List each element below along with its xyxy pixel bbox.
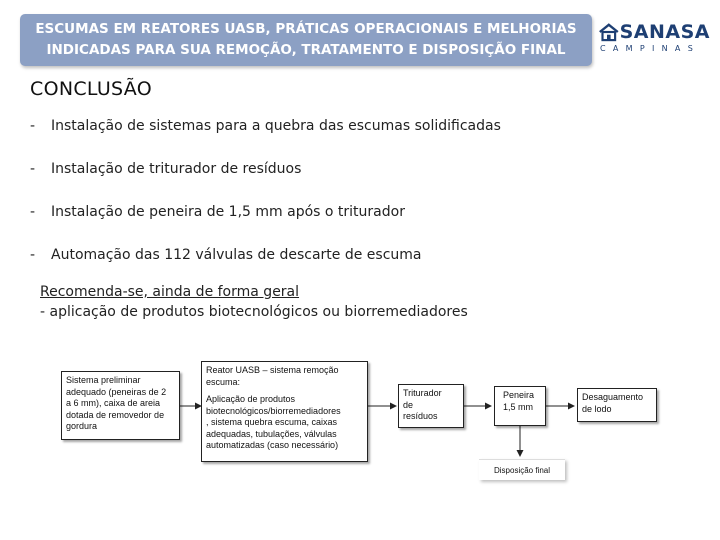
bullet-item: - Automação das 112 válvulas de descarte de escuma xyxy=(30,247,422,263)
logo-city: CAMPINAS xyxy=(600,44,701,53)
title-line-1: ESCUMAS EM REATORES UASB, PRÁTICAS OPERACIONAIS E MELHORIAS xyxy=(35,21,577,37)
bullet-item: - Instalação de sistemas para a quebra das escumas solidificadas xyxy=(30,118,501,134)
flow-box-sludge: Desaguamento de lodo xyxy=(577,388,657,422)
recommendation-item: - aplicação de produtos biotecnológicos ou biorremediadores xyxy=(40,304,468,320)
page-heading: CONCLUSÃO xyxy=(30,78,152,100)
flow-box-crusher: Triturador de resíduos xyxy=(398,384,464,428)
recommendation-title: Recomenda-se, ainda de forma geral xyxy=(40,284,300,300)
bullet-text: Instalação de peneira de 1,5 mm após o triturador xyxy=(51,204,405,220)
bullet-item: - Instalação de triturador de resíduos xyxy=(30,161,302,177)
bullet-item: - Instalação de peneira de 1,5 mm após o triturador xyxy=(30,204,405,220)
bullet-text: Instalação de sistemas para a quebra das escumas solidificadas xyxy=(51,118,501,134)
flow-box-preliminary: Sistema preliminar adequado (peneiras de 2 a 6 mm), caixa de areia dotada de removedor de gordura xyxy=(61,371,180,440)
flow-box-sieve: Peneira 1,5 mm xyxy=(494,386,546,426)
bullet-text: Instalação de triturador de resíduos xyxy=(51,161,302,177)
logo-brand: SANASA xyxy=(619,21,710,43)
flow-box-final-disposal: Disposição final xyxy=(479,459,565,480)
title-line-2: INDICADAS PARA SUA REMOÇÃO, TRATAMENTO E DISPOSIÇÃO FINAL xyxy=(46,42,566,58)
bullet-text: Automação das 112 válvulas de descarte de escuma xyxy=(51,247,422,263)
flow-box-reactor: Reator UASB – sistema remoção escuma: Aplicação de produtos biotecnológicos/biorremediadores , sistema quebra escuma, caixas adequadas, tubulações, válvulas automatizadas (caso necessário) xyxy=(201,361,368,462)
